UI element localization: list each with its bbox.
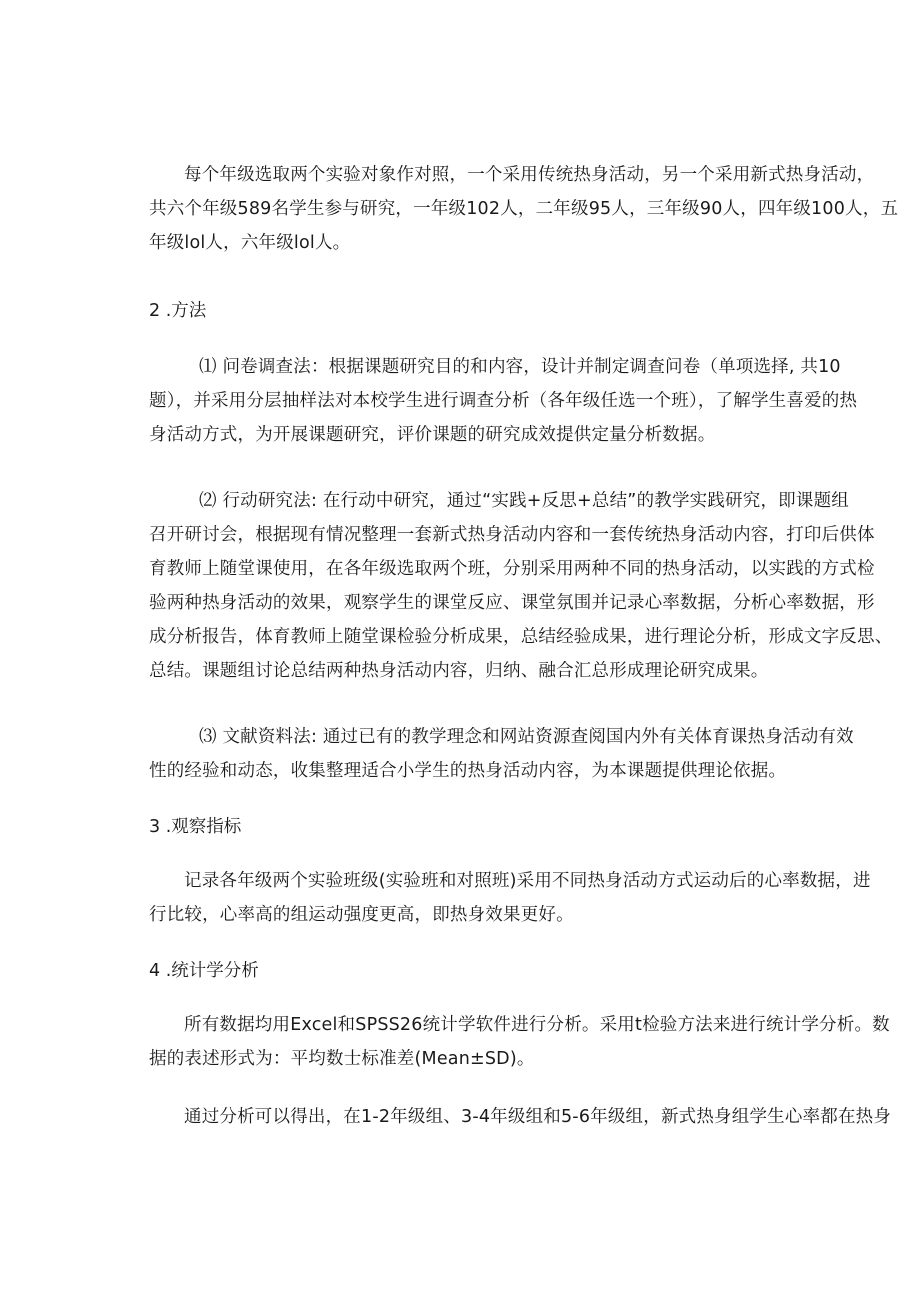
section-heading-methods: 2 .方法 <box>149 301 207 321</box>
paragraph-questionnaire-method <box>114 350 858 452</box>
text-line: 召开研讨会，根据现有情况整理一套新式热身活动内容和一套传统热身活动内容，打印后供体 <box>149 525 875 545</box>
text-line: 所有数据均用Excel和SPSS26统计学软件进行分析。采用t检验方法来进行统计学分析。数 <box>184 1015 890 1035</box>
section-heading-statistical-analysis: 4 .统计学分析 <box>149 961 259 981</box>
paragraph-statistics <box>114 1008 890 1076</box>
paragraph-subjects <box>114 158 899 260</box>
text-line: 性的经验和动态，收集整理适合小学生的热身活动内容，为本课题提供理论依据。 <box>149 761 787 781</box>
section-heading-observation-indicators: 3 .观察指标 <box>149 817 242 837</box>
text-line: 成分析报告，体育教师上随堂课检验分析成果，总结经验成果，进行理论分析，形成文字反思、 <box>149 627 893 647</box>
text-line: 题），并采用分层抽样法对本校学生进行调查分析（各年级任选一个班），了解学生喜爱的热 <box>149 391 858 411</box>
text-line: ⑴ 问卷调查法：根据课题研究目的和内容，设计并制定调查问卷（单项选择, 共10 <box>199 357 841 377</box>
text-line: 验两种热身活动的效果，观察学生的课堂反应、课堂氛围并记录心率数据，分析心率数据，形 <box>149 593 875 613</box>
paragraph-literature-method <box>114 720 854 788</box>
text-line: 每个年级选取两个实验对象作对照，一个采用传统热身活动，另一个采用新式热身活动， <box>184 165 875 185</box>
text-line: 育教师上随堂课使用，在各年级选取两个班，分别采用两种不同的热身活动，以实践的方式检 <box>149 559 875 579</box>
text-line: ⑶ 文献资料法: 通过已有的教学理念和网站资源查阅国内外有关体育课热身活动有效 <box>199 727 854 747</box>
text-line: 据的表述形式为：平均数士标准差(Mean±SD)。 <box>149 1049 535 1069</box>
text-line: 年级lol人，六年级lol人。 <box>149 233 351 253</box>
paragraph-results <box>114 1100 892 1134</box>
paragraph-action-research-method <box>114 484 893 688</box>
text-line: 身活动方式，为开展课题研究，评价课题的研究成效提供定量分析数据。 <box>149 425 716 445</box>
paragraph-observation <box>114 864 871 932</box>
text-line: 行比较，心率高的组运动强度更高，即热身效果更好。 <box>149 905 574 925</box>
text-line: 共六个年级589名学生参与研究，一年级102人，二年级95人，三年级90人，四年级100人，五 <box>149 199 899 219</box>
text-line: ⑵ 行动研究法: 在行动中研究，通过“实践+反思+总结”的教学实践研究，即课题组 <box>199 491 849 511</box>
text-line: 总结。课题组讨论总结两种热身活动内容，归纳、融合汇总形成理论研究成果。 <box>149 661 769 681</box>
text-line: 通过分析可以得出，在1-2年级组、3-4年级组和5-6年级组，新式热身组学生心率都在热身 <box>184 1107 892 1127</box>
text-line: 记录各年级两个实验班级(实验班和对照班)采用不同热身活动方式运动后的心率数据，进 <box>184 871 871 891</box>
